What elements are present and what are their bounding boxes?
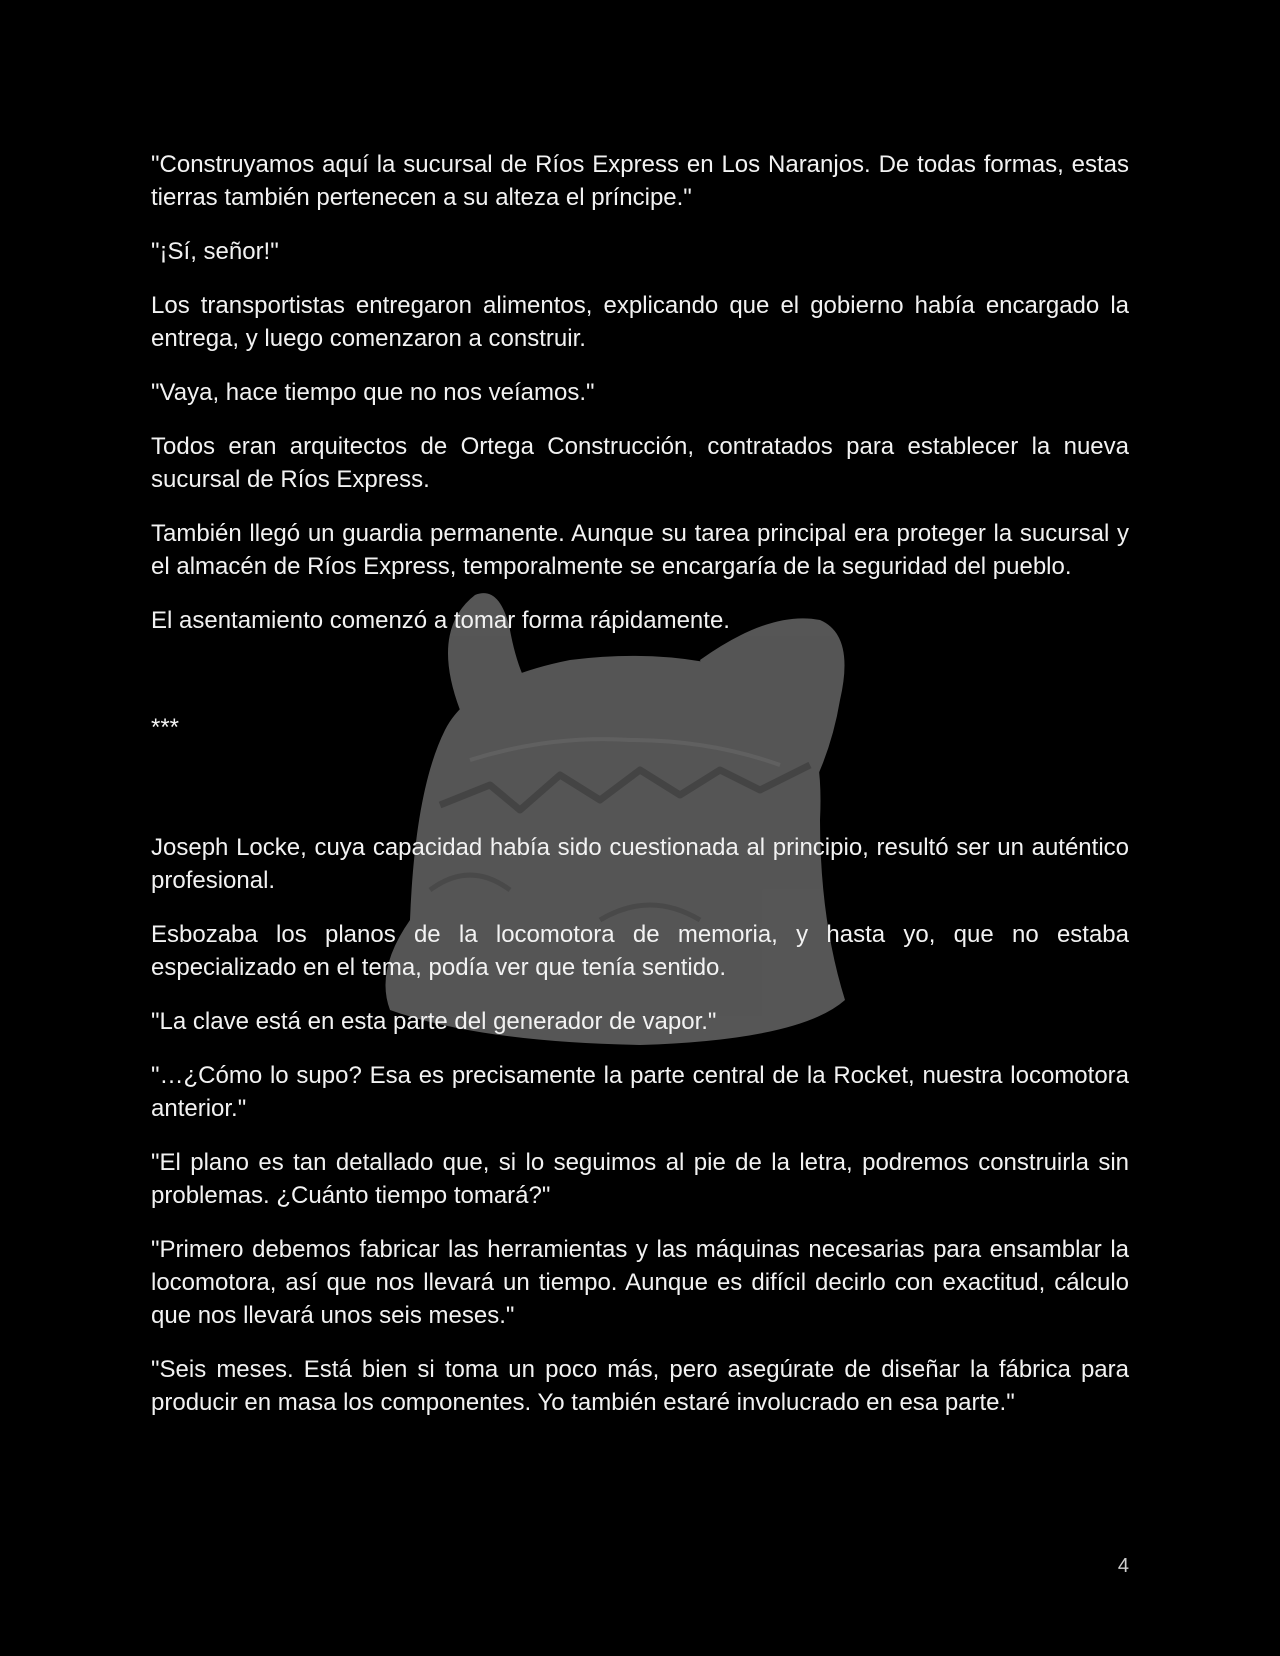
paragraph: También llegó un guardia permanente. Aunque su tarea principal era proteger la sucursal y el almacén de Ríos Express, temporalmente se encargaría de la seguridad del pueblo.: [151, 520, 1129, 580]
paragraph: "Construyamos aquí la sucursal de Ríos Express en Los Naranjos. De todas formas, estas tierras también pertenecen a su alteza el príncipe.": [151, 151, 1129, 211]
paragraph: Los transportistas entregaron alimentos, explicando que el gobierno había encargado la entrega, y luego comenzaron a construir.: [151, 292, 1129, 352]
paragraph: "La clave está en esta parte del generador de vapor.": [151, 1008, 717, 1035]
paragraph: "Seis meses. Está bien si toma un poco más, pero asegúrate de diseñar la fábrica para producir en masa los componentes. Yo también estaré involucrado en esa parte.": [151, 1356, 1129, 1416]
paragraph: "…¿Cómo lo supo? Esa es precisamente la parte central de la Rocket, nuestra locomotora anterior.": [151, 1062, 1129, 1122]
page-number: 4: [1117, 1555, 1129, 1577]
paragraph: "¡Sí, señor!": [151, 238, 279, 265]
page-body: [151, 148, 1129, 1419]
paragraph: "Vaya, hace tiempo que no nos veíamos.": [151, 379, 595, 406]
scene-break: ***: [151, 714, 180, 741]
paragraph: "El plano es tan detallado que, si lo seguimos al pie de la letra, podremos construirla sin problemas. ¿Cuánto tiempo tomará?": [151, 1149, 1129, 1209]
paragraph: "Primero debemos fabricar las herramientas y las máquinas necesarias para ensamblar la locomotora, así que nos llevará un tiempo. Aunque es difícil decirlo con exactitud, cálculo que nos llevará unos seis meses.": [151, 1236, 1129, 1329]
paragraph: Esbozaba los planos de la locomotora de memoria, y hasta yo, que no estaba especializado en el tema, podía ver que tenía sentido.: [151, 921, 1129, 981]
paragraph: Todos eran arquitectos de Ortega Construcción, contratados para establecer la nueva sucursal de Ríos Express.: [151, 433, 1129, 493]
paragraph: Joseph Locke, cuya capacidad había sido cuestionada al principio, resultó ser un auténtico profesional.: [151, 834, 1129, 894]
paragraph: El asentamiento comenzó a tomar forma rápidamente.: [151, 607, 730, 634]
